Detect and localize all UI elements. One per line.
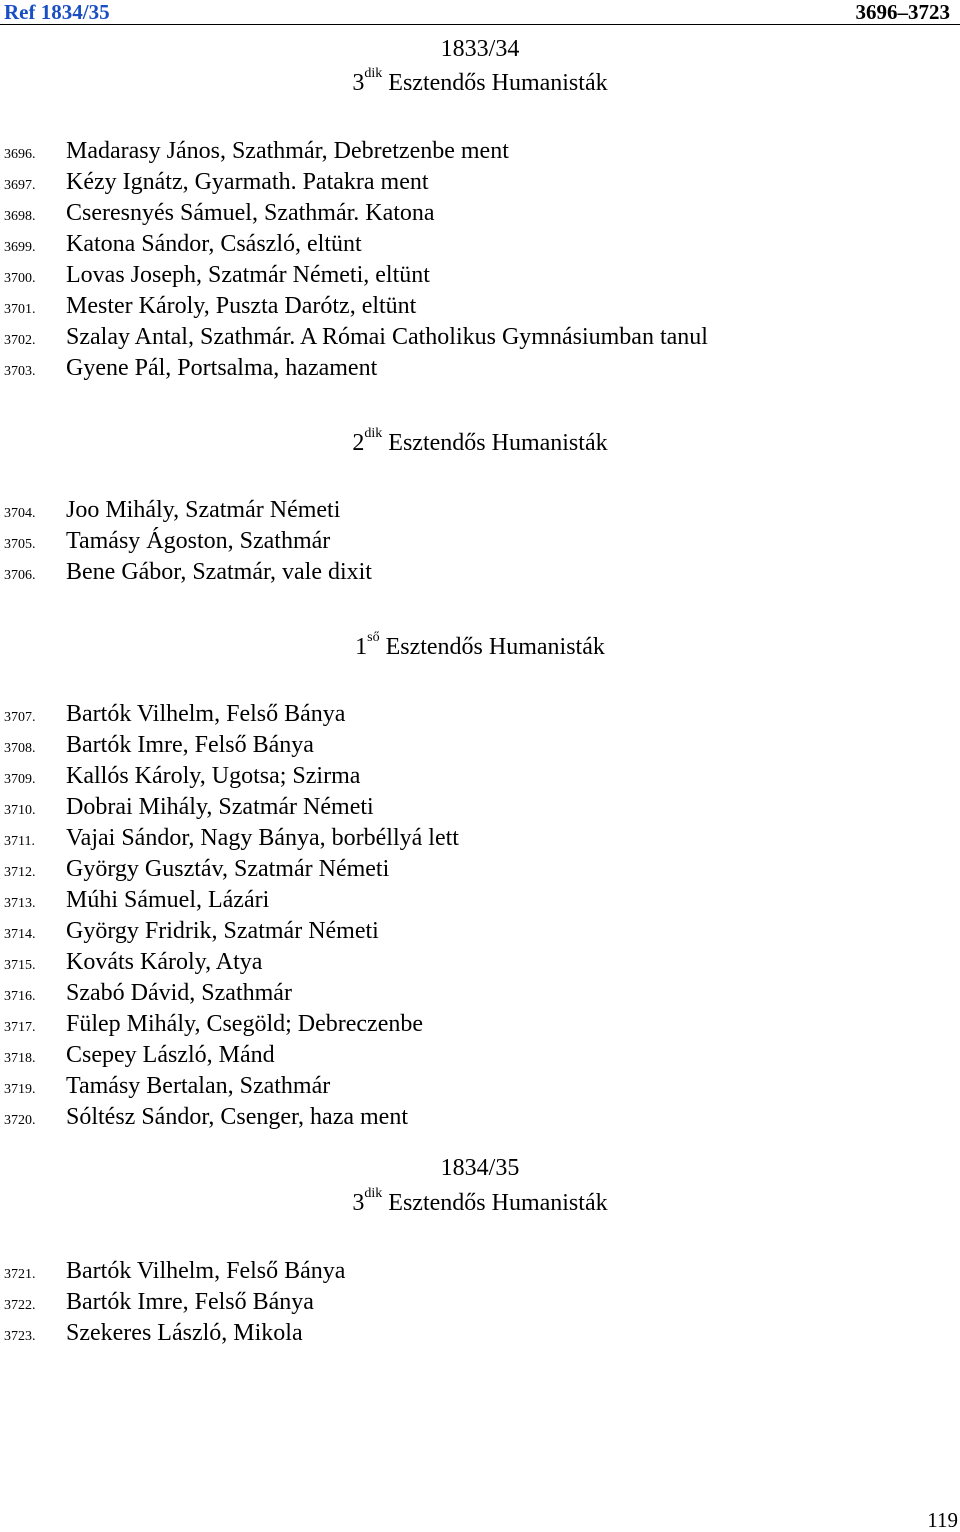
entry-text: Bartók Vilhelm, Felső Bánya [66, 1258, 346, 1284]
entry-number: 3714. [4, 927, 36, 942]
entry-text: Katona Sándor, Császló, eltünt [66, 231, 362, 257]
entry-text: György Fridrik, Szatmár Németi [66, 918, 379, 944]
entry-number: 3716. [4, 989, 36, 1004]
entry-number: 3718. [4, 1051, 36, 1066]
entry-number: 3703. [4, 364, 36, 379]
section-heading [0, 627, 960, 662]
heading-number: $2^{dik}$ [352, 426, 383, 456]
entry-text: Tamásy Bertalan, Szathmár [66, 1073, 331, 1099]
section-heading [0, 63, 960, 98]
entry-text: Kézy Ignátz, Gyarmath. Patakra ment [66, 169, 429, 195]
entry-text: Szekeres László, Mikola [66, 1320, 303, 1346]
entry-number: 3717. [4, 1020, 36, 1035]
entry-text: Bene Gábor, Szatmár, vale dixit [66, 559, 372, 585]
entry-number: 3708. [4, 741, 36, 756]
entry-number: 3709. [4, 772, 36, 787]
heading-label: Esztendős Humanisták [385, 634, 605, 660]
entry-text: Vajai Sándor, Nagy Bánya, borbéllyá lett [66, 825, 459, 851]
entry-number: 3719. [4, 1082, 36, 1097]
entry-text: Csepey László, Mánd [66, 1042, 275, 1068]
entry-text: Mester Károly, Puszta Darótz, eltünt [66, 293, 417, 319]
entry-number: 3702. [4, 333, 36, 348]
entry-number: 3720. [4, 1113, 36, 1128]
entry-number: 3722. [4, 1298, 36, 1313]
section-year: 1834/35 [440, 1155, 520, 1181]
entry-text: Madarasy János, Szathmár, Debretzenbe ment [66, 138, 509, 164]
heading-label: Esztendős Humanisták [388, 1190, 608, 1216]
entry-number: 3715. [4, 958, 36, 973]
entry-text: Dobrai Mihály, Szatmár Németi [66, 794, 374, 820]
running-header [0, 0, 960, 25]
entry-text: Cseresnyés Sámuel, Szathmár. Katona [66, 200, 435, 226]
entry-text: Bartók Vilhelm, Felső Bánya [66, 701, 346, 727]
entry-number: 3721. [4, 1267, 36, 1282]
entry-number: 3699. [4, 240, 36, 255]
entry-text: Joo Mihály, Szatmár Németi [66, 497, 341, 523]
entry-number: 3710. [4, 803, 36, 818]
entry-number: 3704. [4, 506, 36, 521]
header-reference: Ref 1834/35 [4, 0, 110, 24]
entry-text: Kallós Károly, Ugotsa; Szirma [66, 763, 361, 789]
entry-text: Fülep Mihály, Csegöld; Debreczenbe [66, 1011, 424, 1037]
entry-number: 3712. [4, 865, 36, 880]
entry-text: Kováts Károly, Atya [66, 949, 263, 975]
section-heading [0, 423, 960, 458]
entry-text: Múhi Sámuel, Lázári [66, 887, 270, 913]
entry-text: György Gusztáv, Szatmár Németi [66, 856, 390, 882]
page-number: 119 [927, 1508, 958, 1532]
entry-number: 3698. [4, 209, 36, 224]
entry-text: Lovas Joseph, Szatmár Németi, eltünt [66, 262, 430, 288]
header-range: 3696–3723 [855, 0, 950, 24]
entry-text: Sóltész Sándor, Csenger, haza ment [66, 1104, 408, 1130]
entry-text: Gyene Pál, Portsalma, hazament [66, 355, 378, 381]
heading-label: Esztendős Humanisták [388, 430, 608, 456]
entry-number: 3705. [4, 537, 36, 552]
entry-number: 3723. [4, 1329, 36, 1344]
entry-text: Tamásy Ágoston, Szathmár [66, 528, 331, 554]
heading-number: $3^{dik}$ [352, 66, 383, 96]
entry-number: 3713. [4, 896, 36, 911]
entry-number: 3700. [4, 271, 36, 286]
entry-number: 3706. [4, 568, 36, 583]
section-heading [0, 1183, 960, 1218]
entry-number: 3701. [4, 302, 36, 317]
section-year: 1833/34 [440, 36, 520, 62]
entry-number: 3696. [4, 147, 36, 162]
heading-number: $3^{dik}$ [352, 1186, 383, 1216]
entry-text: Szalay Antal, Szathmár. A Római Catholikus Gymnásiumban tanul [66, 324, 708, 350]
entry-text: Bartók Imre, Felső Bánya [66, 1289, 314, 1315]
entry-text: Szabó Dávid, Szathmár [66, 980, 292, 1006]
entry-text: Bartók Imre, Felső Bánya [66, 732, 314, 758]
entry-number: 3697. [4, 178, 36, 193]
heading-number: $1^{ső}$ [355, 630, 380, 660]
heading-label: Esztendős Humanisták [388, 70, 608, 96]
entry-number: 3711. [4, 834, 35, 849]
entry-number: 3707. [4, 710, 36, 725]
